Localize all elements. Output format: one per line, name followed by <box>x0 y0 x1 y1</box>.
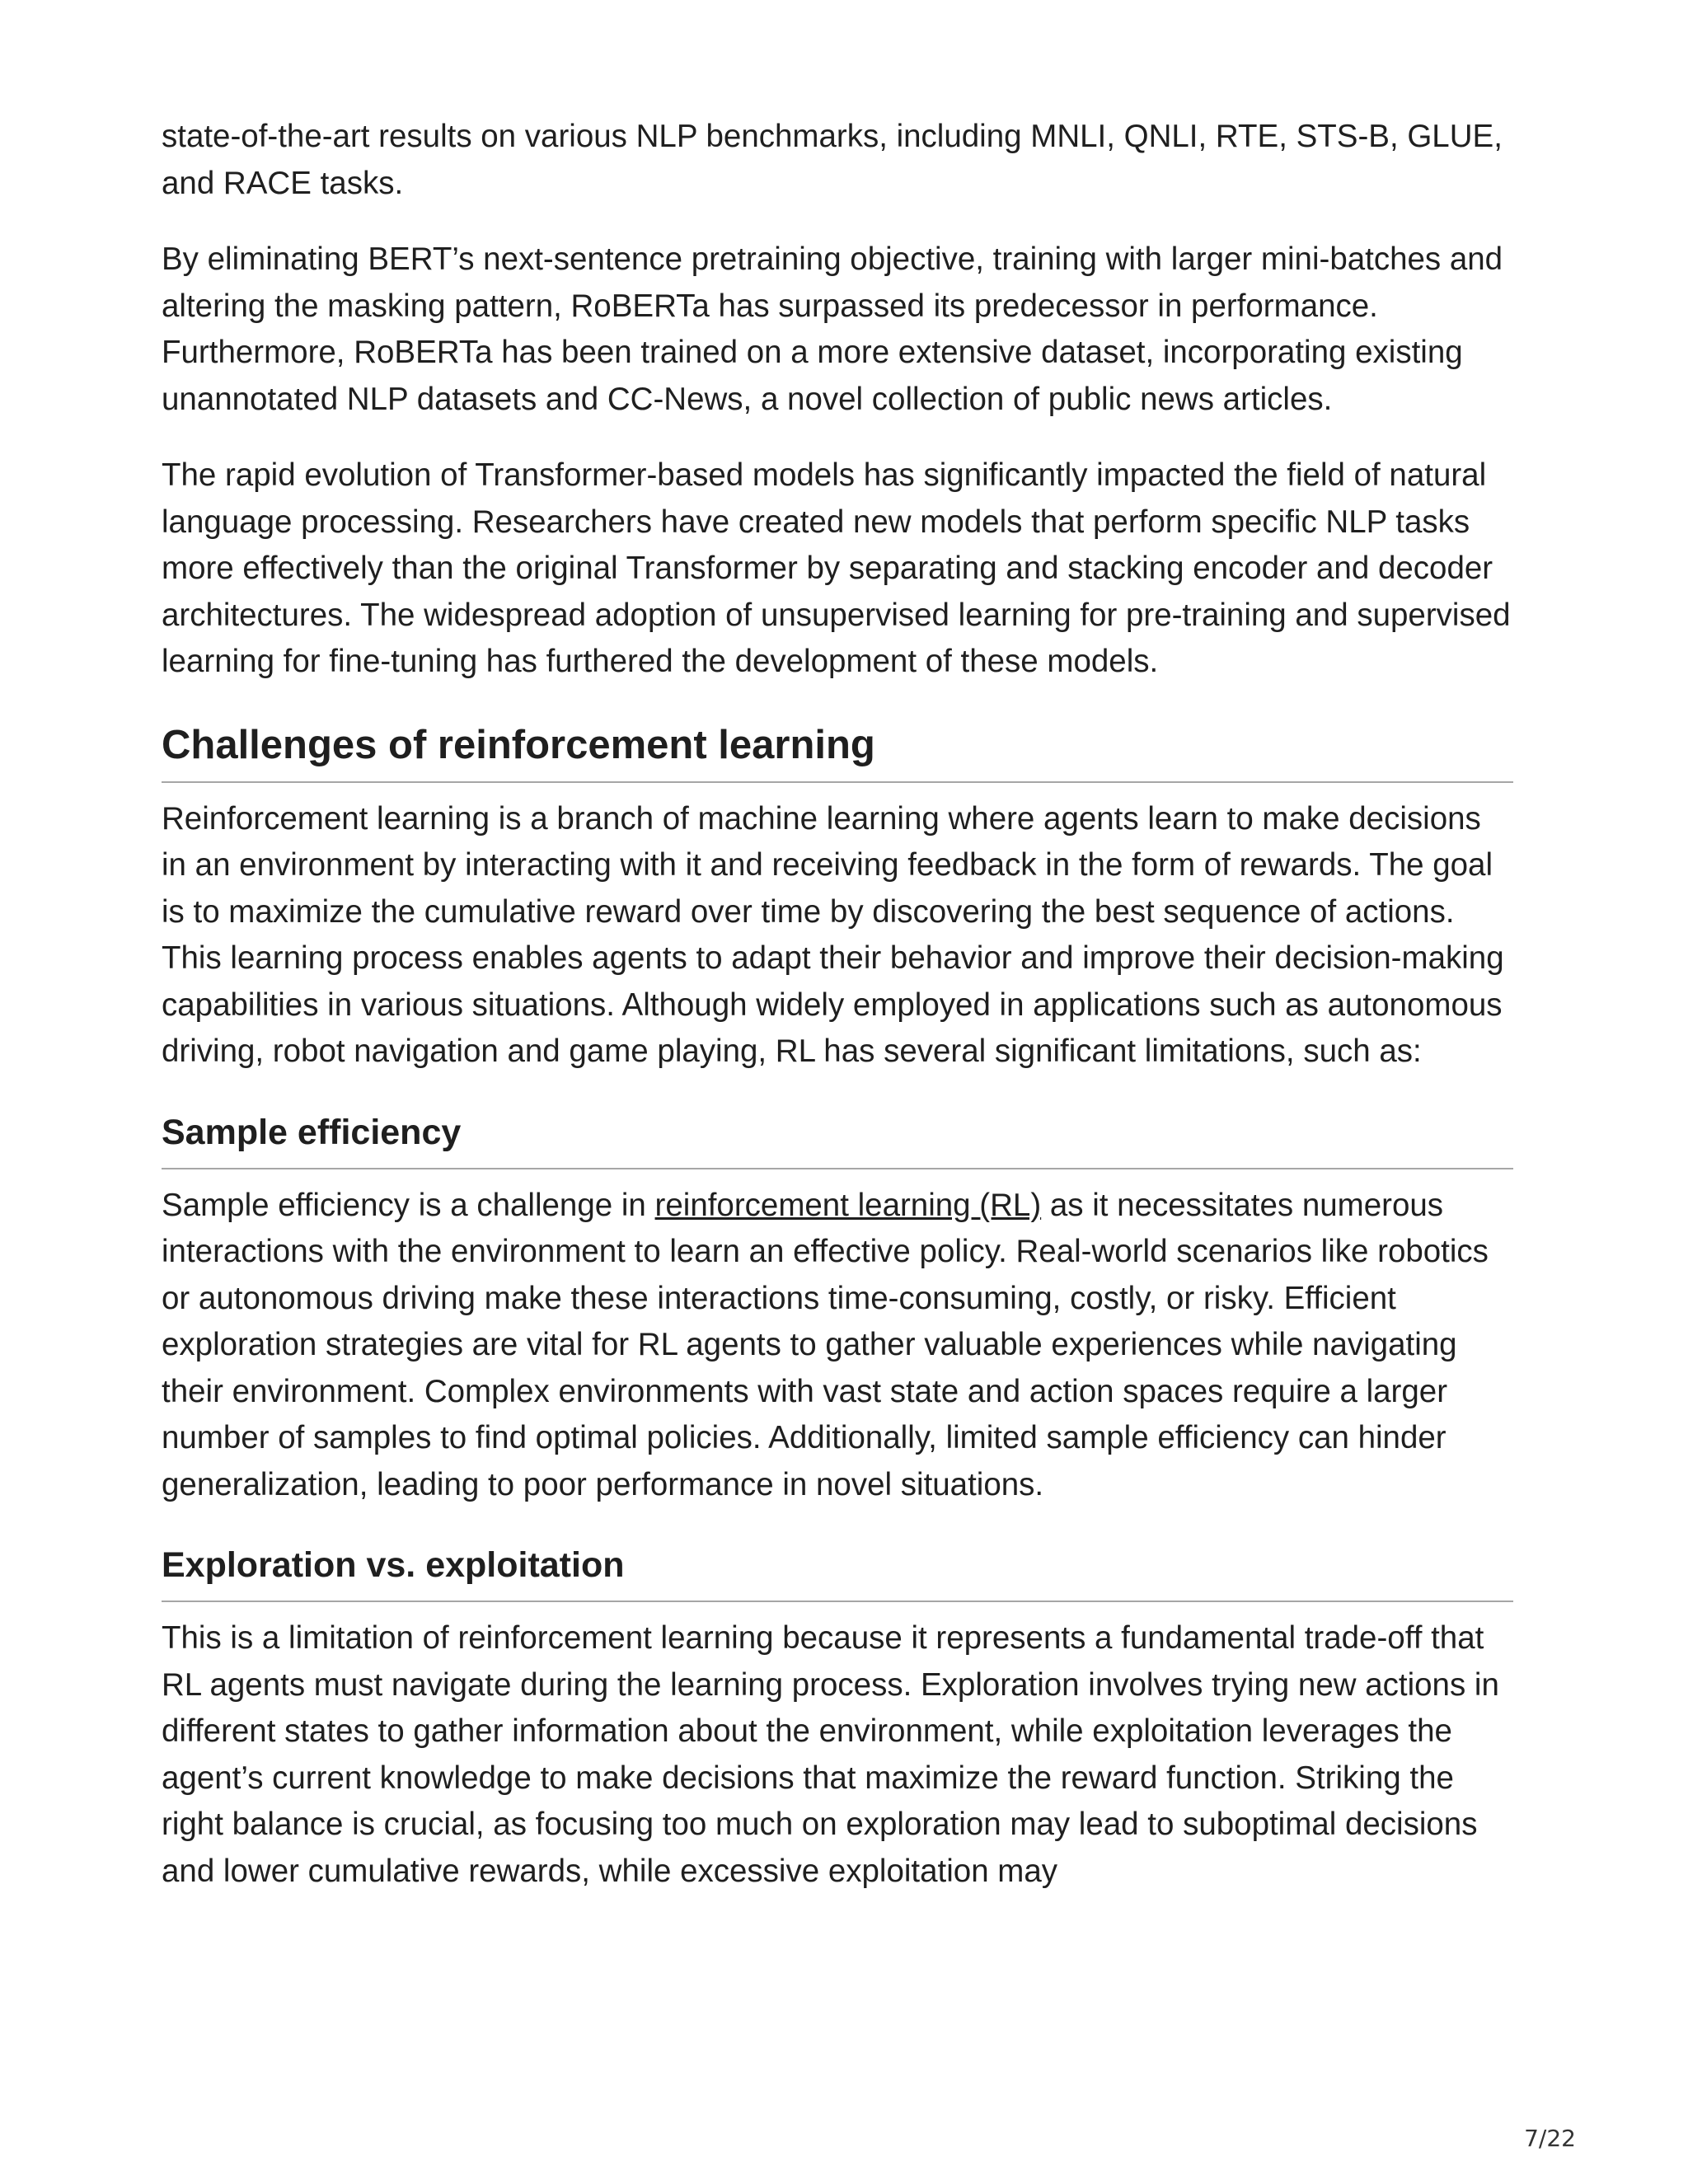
paragraph-roberta-results: state-of-the-art results on various NLP benchmarks, including MNLI, QNLI, RTE, STS-B, GLUE, and RACE tasks. <box>162 119 1503 201</box>
paragraph-text: Sample efficiency is a challenge in <box>162 1187 655 1223</box>
paragraph-rl-intro: Reinforcement learning is a branch of machine learning where agents learn to make decisions in an environment by interacting with it and receiving feedback in the form of rewards. The goal is to maximize the cumulative reward over time by discovering the best sequence of actions. This learning process enables agents to adapt their behavior and improve their decision-making capabilities in various situations. Although widely employed in applications such as autonomous driving, robot navigation and game playing, RL has several significant limitations, such as: <box>162 800 1504 1069</box>
paragraph-transformer-evolution: The rapid evolution of Transformer-based models has significantly impacted the field of natural language processing. Researchers have created new models that perform specific NLP tasks more effectively than the original Transformer by separating and stacking encoder and decoder architectures. The widespread adoption of unsupervised learning for pre-training and supervised learning for fine-tuning has furthered the development of these models. <box>162 457 1511 679</box>
link-reinforcement-learning[interactable]: reinforcement learning (RL) <box>654 1187 1042 1223</box>
heading-challenges-rl: Challenges of reinforcement learning <box>162 719 1513 783</box>
heading-exploration-exploitation: Exploration vs. exploitation <box>162 1541 1513 1602</box>
document-body <box>162 114 1513 1924</box>
paragraph-text: as it necessitates numerous interactions with the environment to learn an effective policy. Real-world scenarios like robotics or autonomous driving make these interactions time-consuming, costly, or risky. Efficient exploration strategies are vital for RL agents to gather valuable experiences while navigating their environment. Complex environments with vast state and action spaces require a larger number of samples to find optimal policies. Additionally, limited sample efficiency can hinder generalization, leading to poor performance in novel situations. <box>162 1187 1489 1502</box>
paragraph-exploration: This is a limitation of reinforcement learning because it represents a fundamental trade-off that RL agents must navigate during the learning process. Exploration involves trying new actions in different states to gather information about the environment, while exploitation leverages the agent’s current knowledge to make decisions that maximize the reward function. Striking the right balance is crucial, as focusing too much on exploration may lead to suboptimal decisions and lower cumulative rewards, while excessive exploitation may <box>162 1620 1499 1889</box>
paragraph-roberta-training: By eliminating BERT’s next-sentence pretraining objective, training with larger mini-batches and altering the masking pattern, RoBERTa has surpassed its predecessor in performance. Furthermore, RoBERTa has been trained on a more extensive dataset, incorporating existing unannotated NLP datasets and CC-News, a novel collection of public news articles. <box>162 241 1503 417</box>
paragraph-sample-efficiency <box>162 1183 1513 1509</box>
page-number: 7/22 <box>1524 2125 1576 2152</box>
heading-sample-efficiency: Sample efficiency <box>162 1108 1513 1169</box>
